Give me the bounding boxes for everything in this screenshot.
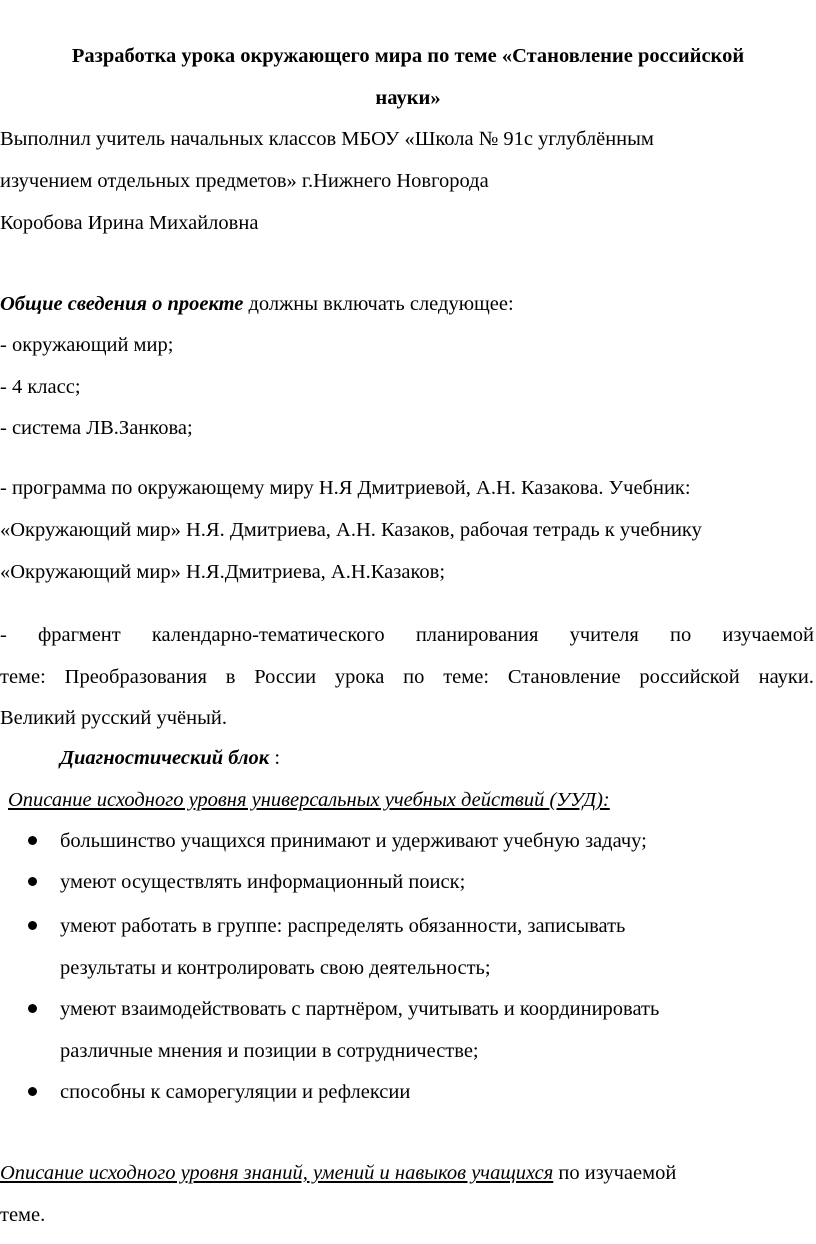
fragment-line-3: Великий русский учёный. [0, 707, 227, 729]
fragment-line-1 [0, 623, 814, 647]
diagnostic-block-heading [60, 746, 816, 770]
bullet-item-2: умеют осуществлять информационный поиск; [60, 871, 466, 893]
bullet-icon [28, 836, 37, 845]
fragment-word: календарно-тематического [151, 624, 385, 646]
general-item-system: - система ЛВ.Занкова; [0, 417, 193, 439]
bullet-icon [28, 1004, 37, 1013]
general-item-grade: - 4 класс; [0, 376, 81, 398]
program-line-1: - программа по окружающему миру Н.Я Дмитриевой, А.Н. Казакова. Учебник: [0, 477, 691, 499]
author-name: Коробова Ирина Михайловна [0, 212, 259, 234]
diagnostic-heading-rest: : [269, 747, 281, 769]
general-info-heading: Общие сведения о проекте [0, 293, 244, 315]
fragment-word: изучаемой [722, 624, 814, 646]
program-line-3: «Окружающий мир» Н.Я.Дмитриева, А.Н.Казаков; [0, 561, 446, 583]
bullet-icon [28, 921, 37, 930]
bullet-item-4-line-1: умеют взаимодействовать с партнёром, учитывать и координировать [60, 998, 660, 1020]
fragment-word: Становление [507, 666, 621, 688]
author-line-2: изучением отдельных предметов» г.Нижнего Новгорода [0, 170, 489, 192]
fragment-word: Преобразования [64, 666, 207, 688]
general-info-intro [0, 292, 816, 316]
fragment-word: в [225, 666, 236, 688]
bullet-icon [28, 1087, 37, 1096]
author-line-1: Выполнил учитель начальных классов МБОУ «Школа № 91с углублённым [0, 128, 654, 150]
bullet-item-5: способны к саморегуляции и рефлексии [60, 1081, 411, 1103]
fragment-word: науки. [758, 666, 814, 688]
fragment-word: планирования [415, 624, 539, 646]
knowledge-heading-rest: по изучаемой [553, 1162, 677, 1184]
document-title-line-1: Разработка урока окружающего мира по теме «Становление российской [71, 45, 745, 67]
bullet-item-3-line-1: умеют работать в группе: распределять обязанности, записывать [60, 915, 626, 937]
fragment-word: фрагмент [37, 624, 121, 646]
general-info-heading-rest: должны включать следующее: [243, 293, 514, 315]
knowledge-description-line-1 [0, 1161, 816, 1185]
fragment-word: по [669, 624, 692, 646]
fragment-word: урока [334, 666, 385, 688]
fragment-word: по [403, 666, 425, 688]
bullet-icon [28, 877, 37, 886]
bullet-item-4-line-2: различные мнения и позиции в сотрудничестве; [60, 1040, 479, 1062]
general-item-subject: - окружающий мир; [0, 334, 174, 356]
fragment-word: теме: [443, 666, 490, 688]
bullet-item-3-line-2: результаты и контролировать свою деятельность; [60, 957, 491, 979]
bullet-item-1: большинство учащихся принимают и удерживают учебную задачу; [60, 830, 647, 852]
knowledge-heading: Описание исходного уровня знаний, умений и навыков учащихся [0, 1162, 554, 1184]
program-line-2: «Окружающий мир» Н.Я. Дмитриева, А.Н. Казаков, рабочая тетрадь к учебнику [0, 519, 702, 541]
fragment-word: учителя [569, 624, 639, 646]
fragment-word: российской [639, 666, 740, 688]
fragment-line-2 [0, 665, 814, 689]
diagnostic-heading-text: Диагностический блок [60, 747, 270, 769]
fragment-word: - [0, 624, 7, 646]
knowledge-description-line-2: теме. [0, 1204, 46, 1226]
document-title-line-2: науки» [375, 87, 441, 109]
uud-heading: Описание исходного уровня универсальных учебных действий (УУД): [8, 789, 610, 811]
fragment-word: теме: [0, 666, 46, 688]
fragment-word: России [254, 666, 317, 688]
